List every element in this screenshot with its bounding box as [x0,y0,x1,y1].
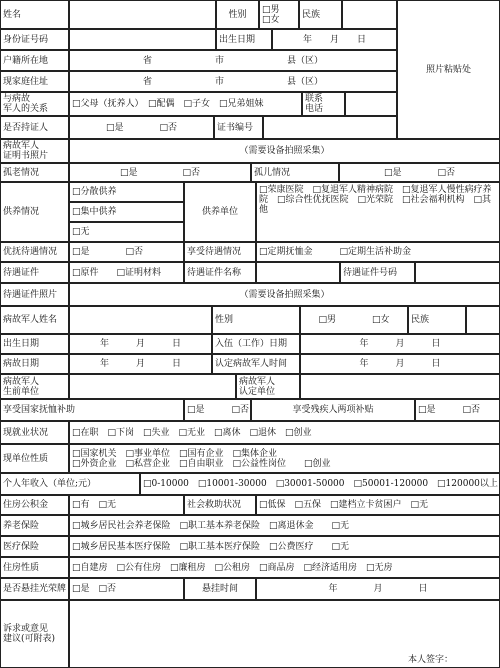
row5-label-cell: 与病故 军人的关系 [0,92,69,116]
row17-label-cell: 享受国家抚恤补助 [0,399,184,421]
row9-label-cell: 供养情况 [0,182,69,242]
row11-doc-name-cell: 待遇证件名称 [184,262,256,283]
row10-label-cell: 优抚待遇情况 [0,242,69,262]
row1-name-cell: 姓名 [0,0,69,29]
input-cell[interactable] [342,0,397,29]
row2-dob-cell: 出生日期 [216,29,272,50]
row19-label-cell: 现单位性质 [0,444,69,473]
row2-id-cell: 身份证号码 [0,29,69,50]
row17-opts-cell[interactable]: □是 □否 [184,399,251,421]
input-cell[interactable] [256,262,340,283]
row11-opts-cell[interactable]: □原件 □证明材料 [69,262,184,283]
input-cell[interactable] [466,306,500,334]
row13-gender-cell: 性别 [212,306,300,334]
row11-doc-no-cell: 待遇证件号码 [340,262,415,283]
row22-label-cell: 养老保险 [0,515,69,536]
row6-cert-no-cell: 证书编号 [214,116,263,139]
row22-opts-cell[interactable]: □城乡居民社会养老保险 □职工基本养老保险 □离退休金 □无 [69,515,500,536]
row23-opts-cell[interactable]: □城乡居民基本医疗保险 □职工基本医疗保险 □公费医疗 □无 [69,536,500,557]
row4-label-cell: 现家庭住址 [0,71,69,92]
row12-label-cell: 待遇证件照片 [0,283,69,306]
row19-opts-cell[interactable]: □国家机关 □事业单位 □国有企业 □集体企业 □外资企业 □私营企业 □自由职业 □公益性岗位 □创业 [69,444,500,473]
row18-label-cell: 现就业状况 [0,421,69,444]
row26-sign-cell[interactable]: 本人签字： [69,600,500,668]
row16-label-cell: 病故军人 生前单位 [0,374,69,399]
row24-label-cell: 住房性质 [0,557,69,578]
row12-note-cell: （需要设备拍照采集） [69,283,500,306]
input-cell[interactable] [69,374,236,399]
row9-unit-cell: 供养单位 [184,182,256,242]
row23-label-cell: 医疗保险 [0,536,69,557]
row14-label-cell: 出生日期 [0,334,69,354]
row20-opts-cell[interactable]: □0-10000 □10001-30000 □30001-50000 □50001-120000 □120000以上 [140,473,500,495]
row9-o2-cell[interactable]: □集中供养 [69,202,184,222]
row21-opts-cell[interactable]: □有 □无 [69,495,184,515]
row7-note-cell: （需要设备拍照采集） [69,139,500,163]
input-cell[interactable] [263,116,397,139]
row17-disab-cell: 享受残疾人两项补贴 [251,399,415,421]
row10-enjoy-cell: 享受待遇情况 [184,242,256,262]
input-cell[interactable] [345,92,397,116]
photo-cell: 照片粘贴处 [397,0,500,139]
row24-opts-cell[interactable]: □自建房 □公有住房 □廉租房 □公租房 □商品房 □经济适用房 □无房 [69,557,500,578]
row3-addr-cell[interactable]: 省 市 县（区） [69,50,397,71]
row21-label-cell: 住房公积金 [0,495,69,515]
row9-unit-opts-cell[interactable]: □荣康医院 □复退军人精神病院 □复退军人慢性病疗养院 □综合性优抚医院 □光荣院 □社会福利机构 □其他 [256,182,500,242]
row11-label-cell: 待遇证件 [0,262,69,283]
row5-phone-cell: 联系 电话 [302,92,345,116]
row15-date2-cell[interactable]: 年 月 日 [300,354,500,374]
row2-date-cell[interactable]: 年 月 日 [272,29,397,50]
row10-opts-cell[interactable]: □是 □否 [69,242,184,262]
input-cell[interactable] [69,0,216,29]
row9-o3-cell[interactable]: □无 [69,222,184,242]
row8-label-cell: 孤老情况 [0,163,69,182]
row14-date2-cell[interactable]: 年 月 日 [300,334,500,354]
row17-disab-opts-cell[interactable]: □是 □否 [415,399,500,421]
row15-date-cell[interactable]: 年 月 日 [69,354,212,374]
row1-gender-cell: 性别 [216,0,259,29]
row5-opts-cell[interactable]: □父母（抚养人） □配偶 □子女 □兄弟姐妹 [69,92,302,116]
row10-enjoy-opts-cell[interactable]: □定期抚恤金 □定期生活补助金 [256,242,500,262]
row8-orphan-cell: 孤儿情况 [251,163,339,182]
row4-addr-cell[interactable]: 省 市 县（区） [69,71,397,92]
row6-opts-cell[interactable]: □是 □否 [69,116,214,139]
row6-label-cell: 是否持证人 [0,116,69,139]
row18-opts-cell[interactable]: □在职 □下岗 □失业 □无业 □离休 □退休 □创业 [69,421,500,444]
row3-label-cell: 户籍所在地 [0,50,69,71]
row9-o1-cell[interactable]: □分散供养 [69,182,184,202]
row13-gender-opts-cell[interactable]: □男 □女 [300,306,408,334]
row25-label-cell: 是否悬挂光荣牌 [0,578,69,600]
row14-enlist-cell: 入伍（工作）日期 [212,334,300,354]
row21-rescue-cell: 社会救助状况 [184,495,256,515]
input-cell[interactable] [415,262,500,283]
row8-orphan-opts-cell[interactable]: □是 □否 [339,163,500,182]
row16-confirm-unit-cell: 病故军人 认定单位 [236,374,300,399]
row20-label-cell: 个人年收入（单位;元） [0,473,140,495]
row13-ethnic-cell: 民族 [408,306,466,334]
row14-date-cell[interactable]: 年 月 日 [69,334,212,354]
row7-label-cell: 病故军人 证明书照片 [0,139,69,163]
row26-label-cell: 诉求或意见 建议(可附表) [0,600,69,668]
input-cell[interactable] [300,374,500,399]
row8-opts-cell[interactable]: □是 □否 [69,163,251,182]
input-cell[interactable] [69,29,216,50]
row25-hang-cell: 悬挂时间 [184,578,256,600]
row25-opts-cell[interactable]: □是 □否 [69,578,184,600]
row1-gender-opts-cell[interactable]: □男 □女 [259,0,299,29]
row15-label-cell: 病故日期 [0,354,69,374]
row1-ethnic-cell: 民族 [299,0,342,29]
input-cell[interactable] [69,306,212,334]
row21-rescue-opts-cell[interactable]: □低保 □五保 □建档立卡贫困户 □无 [256,495,500,515]
row13-label-cell: 病故军人姓名 [0,306,69,334]
row25-date-cell[interactable]: 年 月 日 [256,578,500,600]
row15-confirm-cell: 认定病故军人时间 [212,354,300,374]
